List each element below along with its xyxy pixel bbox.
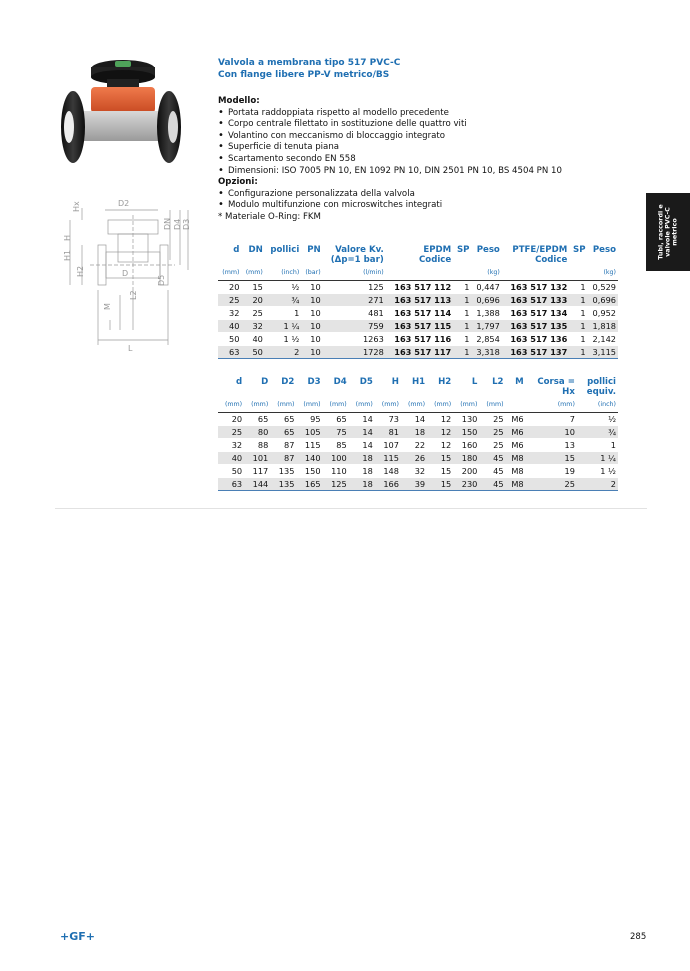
model-heading: Modello:	[218, 96, 260, 106]
table-cell: 163 517 133	[502, 294, 569, 307]
table-cell: 25	[241, 307, 264, 320]
column-header: DN	[248, 245, 263, 255]
table-row	[218, 465, 618, 478]
column-header: EPDM	[423, 245, 452, 255]
table-cell: 2,854	[471, 333, 501, 346]
table-cell: 25	[218, 294, 241, 307]
table-cell: 39	[401, 478, 427, 491]
table-cell: M8	[506, 452, 526, 465]
column-header: PTFE/EPDM	[512, 245, 568, 255]
column-unit: (bar)	[305, 268, 321, 276]
table-cell: 1	[453, 320, 471, 333]
column-unit: (kg)	[487, 268, 500, 276]
column-header: D	[261, 377, 269, 387]
column-header: H	[391, 377, 399, 387]
table-cell: 1	[453, 307, 471, 320]
column-header: L2	[492, 377, 504, 387]
table-cell: 2	[577, 478, 618, 491]
table-cell: 7	[526, 413, 577, 426]
table-cell: M8	[506, 465, 526, 478]
table-cell: 25	[479, 439, 505, 452]
table-cell: 10	[301, 346, 322, 359]
page-number: 285	[630, 932, 647, 942]
table-row	[218, 478, 618, 491]
drawing-label: H1	[63, 249, 72, 261]
table-cell: 10	[301, 281, 322, 294]
table-cell: 481	[323, 307, 386, 320]
column-unit: (mm)	[303, 400, 321, 408]
table-cell: 1	[569, 294, 587, 307]
table-cell: 65	[323, 413, 349, 426]
table-row	[218, 346, 618, 359]
table-cell: 1 ½	[577, 465, 618, 478]
column-header: Peso	[592, 245, 616, 255]
table-cell: 115	[296, 439, 322, 452]
table-cell: 3,318	[471, 346, 501, 359]
table-cell: 759	[323, 320, 386, 333]
column-header: D5	[359, 377, 373, 387]
table-cell: 1	[569, 281, 587, 294]
column-unit: (mm)	[251, 400, 269, 408]
drawing-label: M	[103, 303, 112, 310]
table-cell: ½	[577, 413, 618, 426]
column-header: PN	[307, 245, 321, 255]
column-header: M	[515, 377, 524, 387]
table-cell: 163 517 117	[386, 346, 453, 359]
table-cell: 117	[244, 465, 270, 478]
table-cell: 135	[270, 478, 296, 491]
column-unit: (mm)	[224, 400, 243, 408]
title-line-1: Valvola a membrana tipo 517 PVC-C	[218, 58, 401, 68]
table-cell: ½	[265, 281, 301, 294]
table-cell: 1,797	[471, 320, 501, 333]
table-cell: 163 517 112	[386, 281, 453, 294]
table-cell: 20	[218, 281, 241, 294]
product-title	[218, 57, 400, 81]
table-cell: 1 ¼	[577, 452, 618, 465]
column-unit	[453, 265, 471, 281]
column-header-2	[453, 255, 471, 265]
drawing-label: H	[63, 234, 72, 241]
drawing-label: DN	[163, 217, 172, 230]
column-header-2: Codice	[535, 255, 568, 265]
table-cell: 88	[244, 439, 270, 452]
table-cell: 1	[569, 346, 587, 359]
table-cell: 45	[479, 452, 505, 465]
model-item: • Superficie di tenuta piana	[218, 142, 638, 154]
table-cell: 45	[479, 478, 505, 491]
column-header-2	[375, 387, 401, 397]
table-cell: 163 517 136	[502, 333, 569, 346]
table-cell: 148	[375, 465, 401, 478]
title-line-2: Con flange libere PP-V metrico/BS	[218, 70, 390, 80]
drawing-label: D3	[182, 218, 191, 230]
model-item: • Volantino con meccanismo di bloccaggio integrato	[218, 131, 638, 143]
column-header-2: (Δp=1 bar)	[330, 255, 384, 265]
table-cell: 125	[323, 281, 386, 294]
table-cell: 0,696	[588, 294, 618, 307]
table-cell: M6	[506, 426, 526, 439]
table-dimensions	[218, 377, 618, 491]
table-cell: 160	[453, 439, 479, 452]
column-unit: (inch)	[597, 400, 616, 408]
table-cell: 1 ½	[265, 333, 301, 346]
table-cell: 26	[401, 452, 427, 465]
table-cell: 150	[296, 465, 322, 478]
table-cell: 1	[453, 346, 471, 359]
table-cell: 130	[453, 413, 479, 426]
table-cell: 163 517 132	[502, 281, 569, 294]
table-cell: M6	[506, 413, 526, 426]
table-cell: 40	[241, 333, 264, 346]
drawing-label: D4	[173, 218, 182, 230]
table-cell: 163 517 116	[386, 333, 453, 346]
column-unit: (mm)	[355, 400, 373, 408]
column-header-2: equiv.	[586, 387, 616, 397]
table-cell: 32	[401, 465, 427, 478]
model-item: • Portata raddoppiata rispetto al modello precedente	[218, 108, 638, 120]
table-cell: 32	[241, 320, 264, 333]
table-cell: 110	[323, 465, 349, 478]
drawing-label: Hx	[72, 201, 81, 212]
table-cell: 166	[375, 478, 401, 491]
table-cell: 87	[270, 452, 296, 465]
options-note: * Materiale O-Ring: FKM	[218, 211, 321, 222]
table-cell: 1728	[323, 346, 386, 359]
table-row	[218, 307, 618, 320]
table-cell: M8	[506, 478, 526, 491]
column-header-2	[218, 255, 241, 265]
side-tab-line-3: metrico	[670, 218, 679, 246]
table-cell: 107	[375, 439, 401, 452]
table-cell: 1	[577, 439, 618, 452]
column-unit	[386, 265, 453, 281]
table-cell: 12	[427, 426, 453, 439]
column-header: D2	[281, 377, 295, 387]
table-cell: 10	[301, 333, 322, 346]
column-header: D3	[307, 377, 321, 387]
model-section	[218, 96, 638, 224]
table-cell: 2	[265, 346, 301, 359]
table-cell: 65	[244, 413, 270, 426]
table-cell: 271	[323, 294, 386, 307]
drawing-label: L	[128, 344, 133, 353]
column-header-2	[506, 387, 526, 397]
drawing-label: H2	[76, 265, 85, 277]
table-row	[218, 320, 618, 333]
table-cell: 0,952	[588, 307, 618, 320]
table-cell: 1263	[323, 333, 386, 346]
column-header: H1	[411, 377, 426, 387]
model-item: • Corpo centrale filettato in sostituzione delle quattro viti	[218, 119, 638, 131]
table-row	[218, 294, 618, 307]
column-unit: (mm)	[222, 268, 240, 276]
table-cell: 180	[453, 452, 479, 465]
table-cell: 1	[569, 307, 587, 320]
table-cell: 135	[270, 465, 296, 478]
table-cell: 22	[401, 439, 427, 452]
table-cell: 75	[323, 426, 349, 439]
table-cell: 40	[218, 452, 244, 465]
table-cell: 63	[218, 346, 241, 359]
table-cell: 0,529	[588, 281, 618, 294]
table-cell: 140	[296, 452, 322, 465]
table-cell: 85	[323, 439, 349, 452]
column-header-2: Codice	[419, 255, 452, 265]
options-item: • Configurazione personalizzata della valvola	[218, 189, 638, 201]
table-cell: 20	[241, 294, 264, 307]
table-cell: ¾	[265, 294, 301, 307]
column-header-2	[569, 255, 587, 265]
column-unit: (mm)	[245, 268, 263, 276]
table-cell: 150	[453, 426, 479, 439]
table-cell: 12	[427, 439, 453, 452]
column-header: d	[233, 245, 240, 255]
column-header-2	[270, 387, 296, 397]
table-cell: 144	[244, 478, 270, 491]
table-codes	[218, 245, 618, 359]
drawing-label: D2	[118, 199, 130, 208]
column-header: Valore Kv.	[335, 245, 384, 255]
table-cell: 18	[349, 465, 375, 478]
options-heading: Opzioni:	[218, 177, 258, 188]
side-tab	[646, 193, 690, 271]
table-cell: 1	[569, 333, 587, 346]
options-item: • Modulo multifunzione con microswitches integrati	[218, 200, 638, 212]
column-header-2	[265, 255, 301, 265]
table-cell: 65	[270, 413, 296, 426]
column-header-2	[241, 255, 264, 265]
column-header-2	[453, 387, 479, 397]
table-cell: 50	[241, 346, 264, 359]
column-unit: (mm)	[460, 400, 478, 408]
table-row	[218, 333, 618, 346]
column-header-2	[479, 387, 505, 397]
table-cell: 10	[526, 426, 577, 439]
table-cell: 1,388	[471, 307, 501, 320]
column-header-2	[401, 387, 427, 397]
valve-photo	[55, 55, 190, 175]
column-header-2	[323, 387, 349, 397]
table-cell: 18	[401, 426, 427, 439]
table-cell: 15	[427, 465, 453, 478]
column-header: SP	[573, 245, 586, 255]
table-cell: 1	[453, 333, 471, 346]
table-cell: 25	[218, 426, 244, 439]
column-unit: (mm)	[434, 400, 452, 408]
column-unit: (mm)	[329, 400, 347, 408]
side-tab-line-2: valvole PVC-C	[663, 207, 672, 257]
table-cell: 81	[375, 426, 401, 439]
table-row	[218, 281, 618, 294]
table-cell: 165	[296, 478, 322, 491]
table-cell: 1,818	[588, 320, 618, 333]
column-unit: (kg)	[603, 268, 616, 276]
column-header: L	[471, 377, 478, 387]
column-header-2	[301, 255, 322, 265]
table-cell: 0,696	[471, 294, 501, 307]
table-cell: 95	[296, 413, 322, 426]
table-cell: 18	[349, 478, 375, 491]
table-cell: 25	[479, 426, 505, 439]
column-unit: (l/min)	[363, 268, 384, 276]
table-cell: 163 517 135	[502, 320, 569, 333]
column-unit	[506, 397, 526, 413]
table-cell: 13	[526, 439, 577, 452]
table-cell: 10	[301, 320, 322, 333]
table-cell: 105	[296, 426, 322, 439]
column-header: pollici	[270, 245, 300, 255]
table-cell: 125	[323, 478, 349, 491]
table-cell: 14	[349, 413, 375, 426]
column-header: H2	[438, 377, 452, 387]
model-item: • Scartamento secondo EN 558	[218, 154, 638, 166]
table-row	[218, 426, 618, 439]
table-row	[218, 413, 618, 426]
table-cell: 10	[301, 307, 322, 320]
table-cell: 1	[569, 320, 587, 333]
table-cell: 15	[427, 478, 453, 491]
table-cell: 32	[218, 307, 241, 320]
table-cell: 19	[526, 465, 577, 478]
model-item: • Dimensioni: ISO 7005 PN 10, EN 1092 PN 10, DIN 2501 PN 10, BS 4504 PN 10	[218, 166, 638, 178]
table-cell: ¾	[577, 426, 618, 439]
column-unit: (inch)	[281, 268, 300, 276]
table-cell: 50	[218, 465, 244, 478]
table-cell: 230	[453, 478, 479, 491]
table-cell: 163 517 134	[502, 307, 569, 320]
table-cell: 163 517 137	[502, 346, 569, 359]
table-cell: 65	[270, 426, 296, 439]
table-cell: 163 517 113	[386, 294, 453, 307]
column-header-2	[588, 255, 618, 265]
table-cell: 18	[349, 452, 375, 465]
table-cell: 1	[265, 307, 301, 320]
table-cell: 2,142	[588, 333, 618, 346]
column-header-2	[427, 387, 453, 397]
table-cell: 163 517 115	[386, 320, 453, 333]
table-cell: 10	[301, 294, 322, 307]
column-header-2	[244, 387, 270, 397]
column-header-2	[349, 387, 375, 397]
table-cell: 12	[427, 413, 453, 426]
table-cell: 14	[349, 426, 375, 439]
table-cell: M6	[506, 439, 526, 452]
column-header: pollici	[587, 377, 616, 387]
column-unit	[502, 265, 569, 281]
table-row	[218, 452, 618, 465]
table-row	[218, 439, 618, 452]
table-cell: 87	[270, 439, 296, 452]
technical-drawing	[60, 190, 200, 355]
table-cell: 1	[453, 281, 471, 294]
table-cell: 101	[244, 452, 270, 465]
table-cell: 163 517 114	[386, 307, 453, 320]
drawing-label: D	[122, 269, 129, 278]
table-cell: 1	[453, 294, 471, 307]
column-unit: (mm)	[381, 400, 399, 408]
table-cell: 40	[218, 320, 241, 333]
table-cell: 1 ¼	[265, 320, 301, 333]
table-cell: 15	[241, 281, 264, 294]
table-cell: 20	[218, 413, 244, 426]
table-cell: 100	[323, 452, 349, 465]
column-header-2	[471, 255, 501, 265]
divider	[55, 508, 647, 509]
column-header: d	[235, 377, 243, 387]
table-cell: 15	[427, 452, 453, 465]
column-header: Corsa =	[537, 377, 575, 387]
table-cell: 25	[526, 478, 577, 491]
column-header: SP	[456, 245, 470, 255]
table-cell: 32	[218, 439, 244, 452]
table-cell: 200	[453, 465, 479, 478]
column-header: D4	[333, 377, 347, 387]
table-cell: 25	[479, 413, 505, 426]
drawing-label: D5	[157, 274, 166, 286]
column-header-2: Hx	[562, 387, 575, 397]
table-cell: 14	[349, 439, 375, 452]
table-cell: 45	[479, 465, 505, 478]
column-unit	[569, 265, 587, 281]
table-cell: 14	[401, 413, 427, 426]
table-cell: 0,447	[471, 281, 501, 294]
table-cell: 63	[218, 478, 244, 491]
column-unit: (mm)	[407, 400, 426, 408]
drawing-label: L2	[129, 290, 138, 300]
table-cell: 73	[375, 413, 401, 426]
column-unit: (mm)	[277, 400, 295, 408]
column-header: Peso	[476, 245, 500, 255]
table-cell: 80	[244, 426, 270, 439]
side-tab-line-1: Tubi, raccordi e	[656, 204, 665, 260]
table-cell: 50	[218, 333, 241, 346]
table-cell: 3,115	[588, 346, 618, 359]
column-unit: (mm)	[486, 400, 504, 408]
column-header-2	[296, 387, 322, 397]
column-unit: (mm)	[557, 400, 575, 408]
column-header-2	[218, 387, 244, 397]
gf-logo: +GF+	[60, 930, 95, 943]
table-cell: 115	[375, 452, 401, 465]
table-cell: 15	[526, 452, 577, 465]
